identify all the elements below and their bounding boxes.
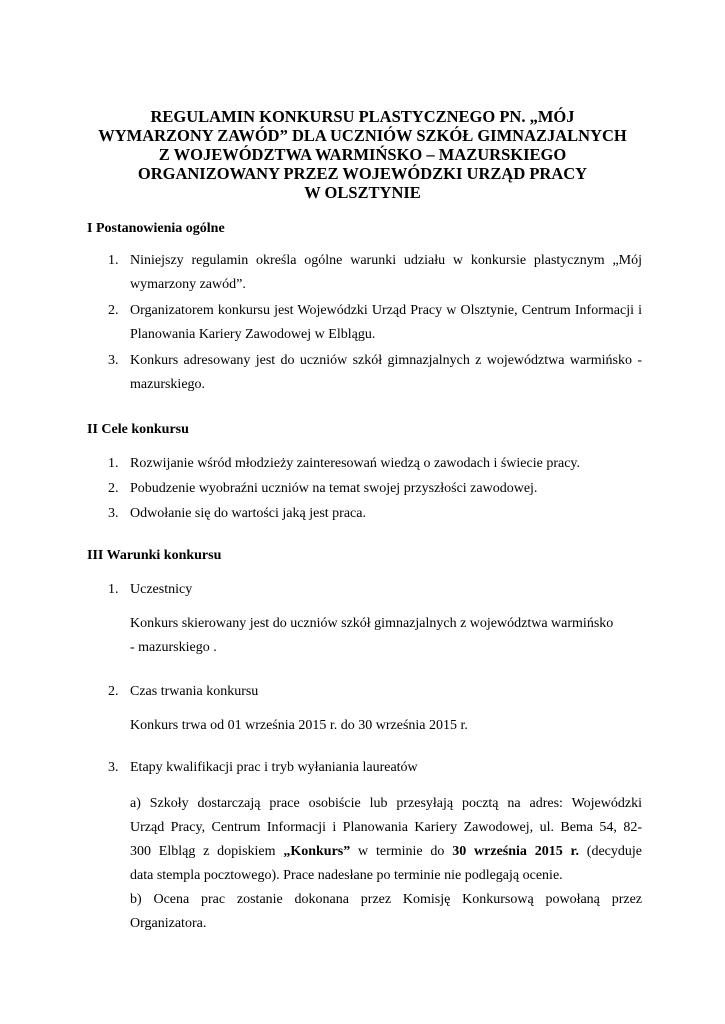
text-run: w terminie do [350, 844, 453, 859]
text-run: (decyduje [578, 844, 642, 859]
paragraph-line: a) Szkoły dostarczają prace osobiście lub przesyłają pocztą na adres: Wojewódzki [130, 796, 642, 811]
list-text: Odwołanie się do wartości jaką jest praca. [130, 506, 366, 521]
list-item [108, 249, 642, 297]
paragraph-line: data stempla pocztowego). Prace nadesłane po terminie nie podlegają ocenie. [130, 868, 563, 883]
list-item [108, 452, 642, 476]
title-line: WYMARZONY ZAWÓD” DLA UCZNIÓW SZKÓŁ GIMNAZJALNYCH [98, 126, 627, 145]
paragraph-line: Organizatora. [130, 916, 207, 931]
list-item [108, 477, 642, 501]
paragraph-line: Konkurs skierowany jest do uczniów szkół gimnazjalnych z województwa warmińsko [130, 616, 614, 631]
paragraph-line: - mazurskiego . [130, 640, 217, 655]
list-number: 3. [108, 353, 119, 368]
list-number: 2. [108, 684, 119, 699]
qualification-paragraph-a [130, 792, 642, 936]
list-number: 1. [108, 456, 119, 471]
list-number: 2. [108, 303, 119, 318]
list-item [108, 680, 642, 704]
list-item [108, 578, 642, 602]
section-heading-general-provisions: I Postanowienia ogólne [87, 221, 225, 236]
list-text: Czas trwania konkursu [130, 684, 259, 699]
title-line: ORGANIZOWANY PRZEZ WOJEWÓDZKI URZĄD PRACY [137, 164, 588, 183]
paragraph-line: Urząd Pracy, Centrum Informacji i Planowania Kariery Zawodowej, ul. Bema 54, 82- [130, 820, 642, 835]
list-item [108, 299, 642, 347]
section-heading-goals: II Cele konkursu [87, 422, 189, 437]
list-number: 3. [108, 760, 119, 775]
list-text: Rozwijanie wśród młodzieży zainteresowań wiedzą o zawodach i świecie pracy. [130, 456, 581, 471]
title-line: Z WOJEWÓDZTWA WARMIŃSKO – MAZURSKIEGO [158, 145, 567, 164]
list-text: Niniejszy regulamin określa ogólne warunki udziału w konkursie plastycznym „Mój wymarzony zawód”. [130, 253, 642, 292]
paragraph-line [130, 840, 642, 864]
paragraph-line: Konkurs trwa od 01 września 2015 r. do 30 września 2015 r. [130, 718, 468, 733]
list-text: Uczestnicy [130, 582, 193, 597]
bold-text-konkurs: „Konkurs” [283, 844, 351, 859]
list-text: Etapy kwalifikacji prac i tryb wyłaniania laureatów [130, 760, 418, 775]
document-title [60, 107, 665, 202]
list-text: Pobudzenie wyobraźni uczniów na temat swojej przyszłości zawodowej. [130, 481, 538, 496]
title-line: W OLSZTYNIE [304, 183, 421, 202]
list-number: 3. [108, 506, 119, 521]
list-item [108, 502, 642, 526]
paragraph-line: b) Ocena prac zostanie dokonana przez Komisję Konkursową powołaną przez [130, 892, 642, 907]
list-text: Organizatorem konkursu jest Wojewódzki Urząd Pracy w Olsztynie, Centrum Informacji i Planowania Kariery Zawodowej w Elblągu. [130, 303, 642, 342]
list-number: 1. [108, 253, 119, 268]
list-number: 1. [108, 582, 119, 597]
list-item [108, 349, 642, 397]
list-number: 2. [108, 481, 119, 496]
section-heading-conditions: III Warunki konkursu [87, 548, 222, 563]
text-run: 300 Elbląg z dopiskiem [130, 844, 284, 859]
participants-paragraph [130, 612, 642, 660]
list-item [108, 756, 642, 780]
duration-paragraph [130, 714, 642, 738]
title-line: REGULAMIN KONKURSU PLASTYCZNEGO PN. „MÓJ [150, 107, 575, 126]
bold-text-deadline: 30 września 2015 r. [452, 844, 579, 859]
list-text: Konkurs adresowany jest do uczniów szkół gimnazjalnych z województwa warmińsko - mazurskiego. [130, 353, 642, 392]
